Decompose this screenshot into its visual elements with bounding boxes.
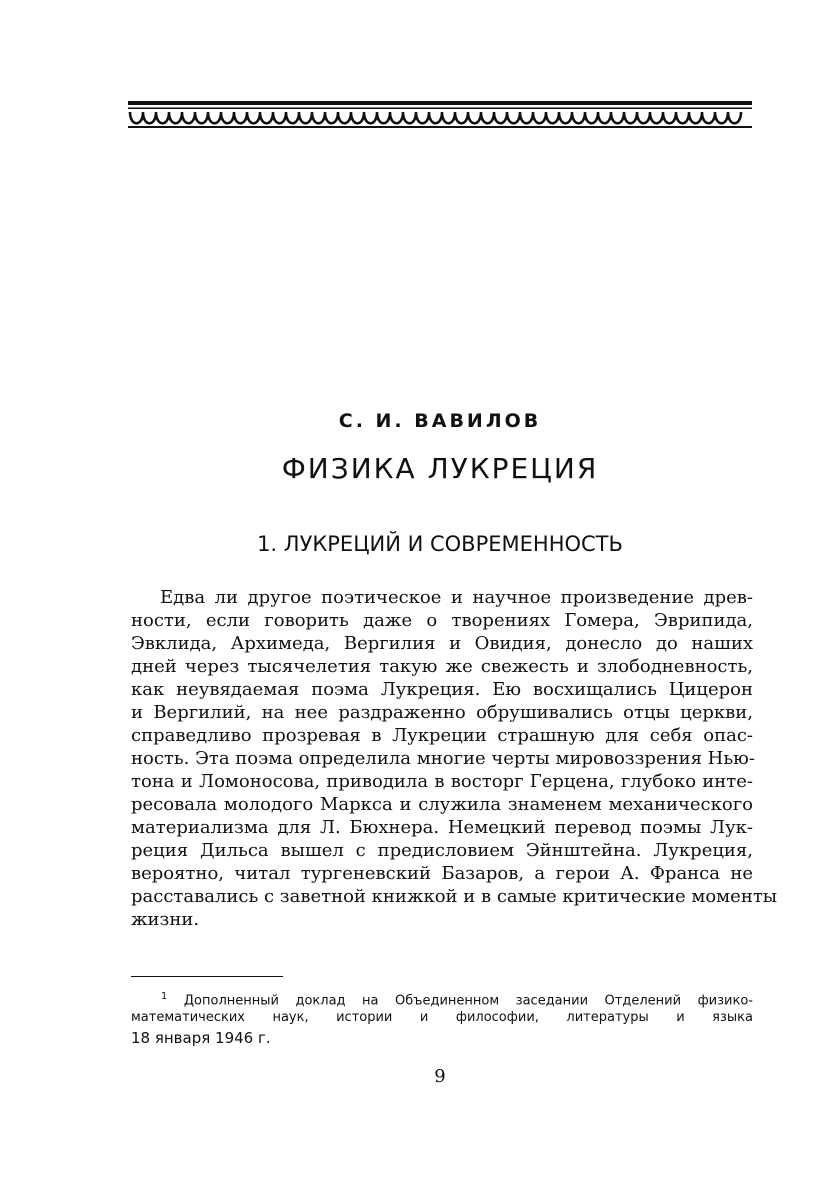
footnote-divider (131, 976, 283, 977)
footnote-line-text: Дополненный доклад на Объединенном заседании Отделений физико- (183, 993, 753, 1009)
body-line: справедливо прозревая в Лукреции страшную для себя опас- (131, 725, 753, 746)
section-heading: 1. ЛУКРЕЦИЙ И СОВРЕМЕННОСТЬ (257, 532, 623, 556)
footnote-line: математических наук, истории и философии, литературы и языка (131, 1010, 753, 1025)
body-line: ности, если говорить даже о творениях Гомера, Эврипида, (131, 610, 753, 631)
footnote-line (131, 986, 753, 1007)
body-line: и Вергилий, на нее раздраженно обрушивались отцы церкви, (131, 702, 753, 723)
body-line: Едва ли другое поэтическое и научное произведение древ- (160, 587, 753, 608)
body-line: тона и Ломоносова, приводила в восторг Герцена, глубоко инте- (131, 771, 753, 792)
body-line: Эвклида, Архимеда, Вергилия и Овидия, донесло до наших (131, 633, 753, 654)
body-line: ность. Эта поэма определила многие черты мировоззрения Нью- (131, 748, 755, 769)
body-line: как неувядаемая поэма Лукреция. Ею восхищались Цицерон (131, 679, 753, 700)
body-line: расставались с заветной книжкой и в самые критические моменты (131, 886, 778, 907)
article-title: ФИЗИКА ЛУКРЕЦИЯ (281, 452, 599, 485)
body-line: жизни. (131, 909, 200, 930)
page-number: 9 (434, 1066, 446, 1087)
footnote-line: 18 января 1946 г. (131, 1029, 271, 1047)
body-line: вероятно, читал тургеневский Базаров, а герои А. Франса не (131, 863, 753, 884)
author-name: С. И. ВАВИЛОВ (338, 410, 542, 432)
footnote-marker: 1 (161, 991, 168, 1002)
body-line: реция Дильса вышел с предисловием Эйнштейна. Лукреция, (131, 840, 753, 861)
decorative-border-ornament (128, 101, 752, 133)
footnote (131, 986, 753, 1049)
body-line: дней через тысячелетия такую же свежесть и злободневность, (131, 656, 753, 677)
body-line: ресовала молодого Маркса и служила знаменем механического (131, 794, 753, 815)
body-line: материализма для Л. Бюхнера. Немецкий перевод поэмы Лук- (131, 817, 753, 838)
body-text (131, 586, 778, 931)
